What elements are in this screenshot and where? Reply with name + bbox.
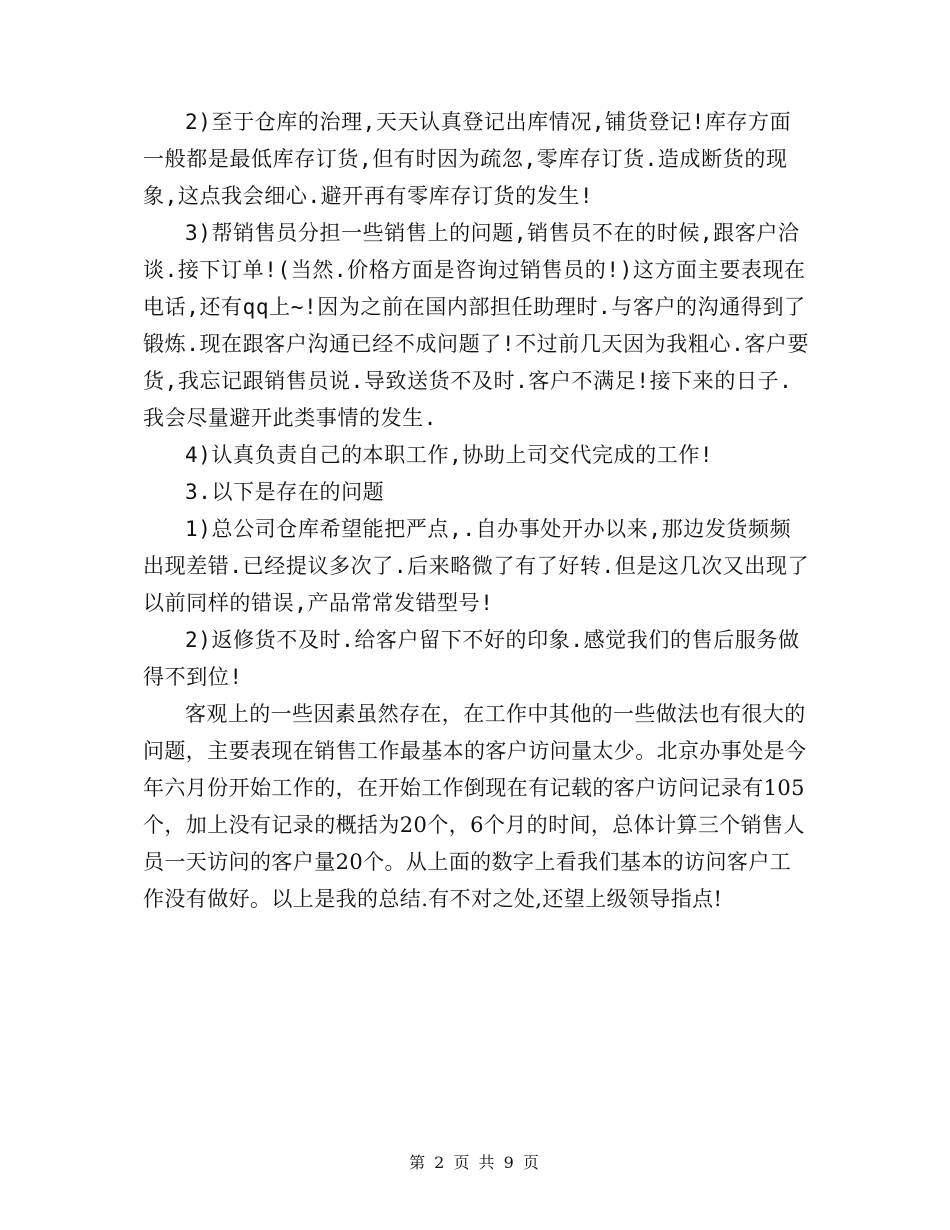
paragraph-warehouse-management: 2)至于仓库的治理,天天认真登记出库情况,铺货登记!库存方面一般都是最低库存订货,但有时因为疏忽,零库存订货.造成断货的现象,这点我会细心.避开再有零库存订货的发生! [143,110,792,208]
paragraph-summary: 客观上的一些因素虽然存在，在工作中其他的一些做法也有很大的问题，主要表现在销售工作最基本的客户访问量太少。北京办事处是今年六月份开始工作的，在开始工作倒现在有记载的客户访问记录有105个，加上没有记录的概括为20个，6个月的时间，总体计算三个销售人员一天访问的客户量20个。从上面的数字上看我们基本的访问客户工作没有做好。以上是我的总结.有不对之处,还望上级领导指点! [143,702,807,911]
page-number-footer: 第 2 页 共 9 页 [409,1153,541,1172]
paragraph-problem-repairs: 2)返修货不及时.给客户留下不好的印象.感觉我们的售后服务做得不到位! [143,628,800,689]
paragraph-problem-warehouse: 1)总公司仓库希望能把严点,.自办事处开办以来,那边发货频频出现差错.已经提议多次了.后来略微了有了好转.但是这几次又出现了以前同样的错误,产品常常发错型号! [143,517,810,615]
paragraph-sales-support: 3)帮销售员分担一些销售上的问题,销售员不在的时候,跟客户洽谈.接下订单!(当然.价格方面是咨询过销售员的!)这方面主要表现在电话,还有qq上~!因为之前在国内部担任助理时.与客户的沟通得到了锻炼.现在跟客户沟通已经不成问题了!不过前几天因为我粗心.客户要货,我忘记跟销售员说.导致送货不及时.客户不满足!接下来的日子.我会尽量避开此类事情的发生. [143,221,810,430]
document-body [143,104,811,918]
paragraph-duties: 4)认真负责自己的本职工作,协助上司交代完成的工作! [185,443,714,467]
section-heading-problems: 3.以下是存在的问题 [185,480,385,504]
